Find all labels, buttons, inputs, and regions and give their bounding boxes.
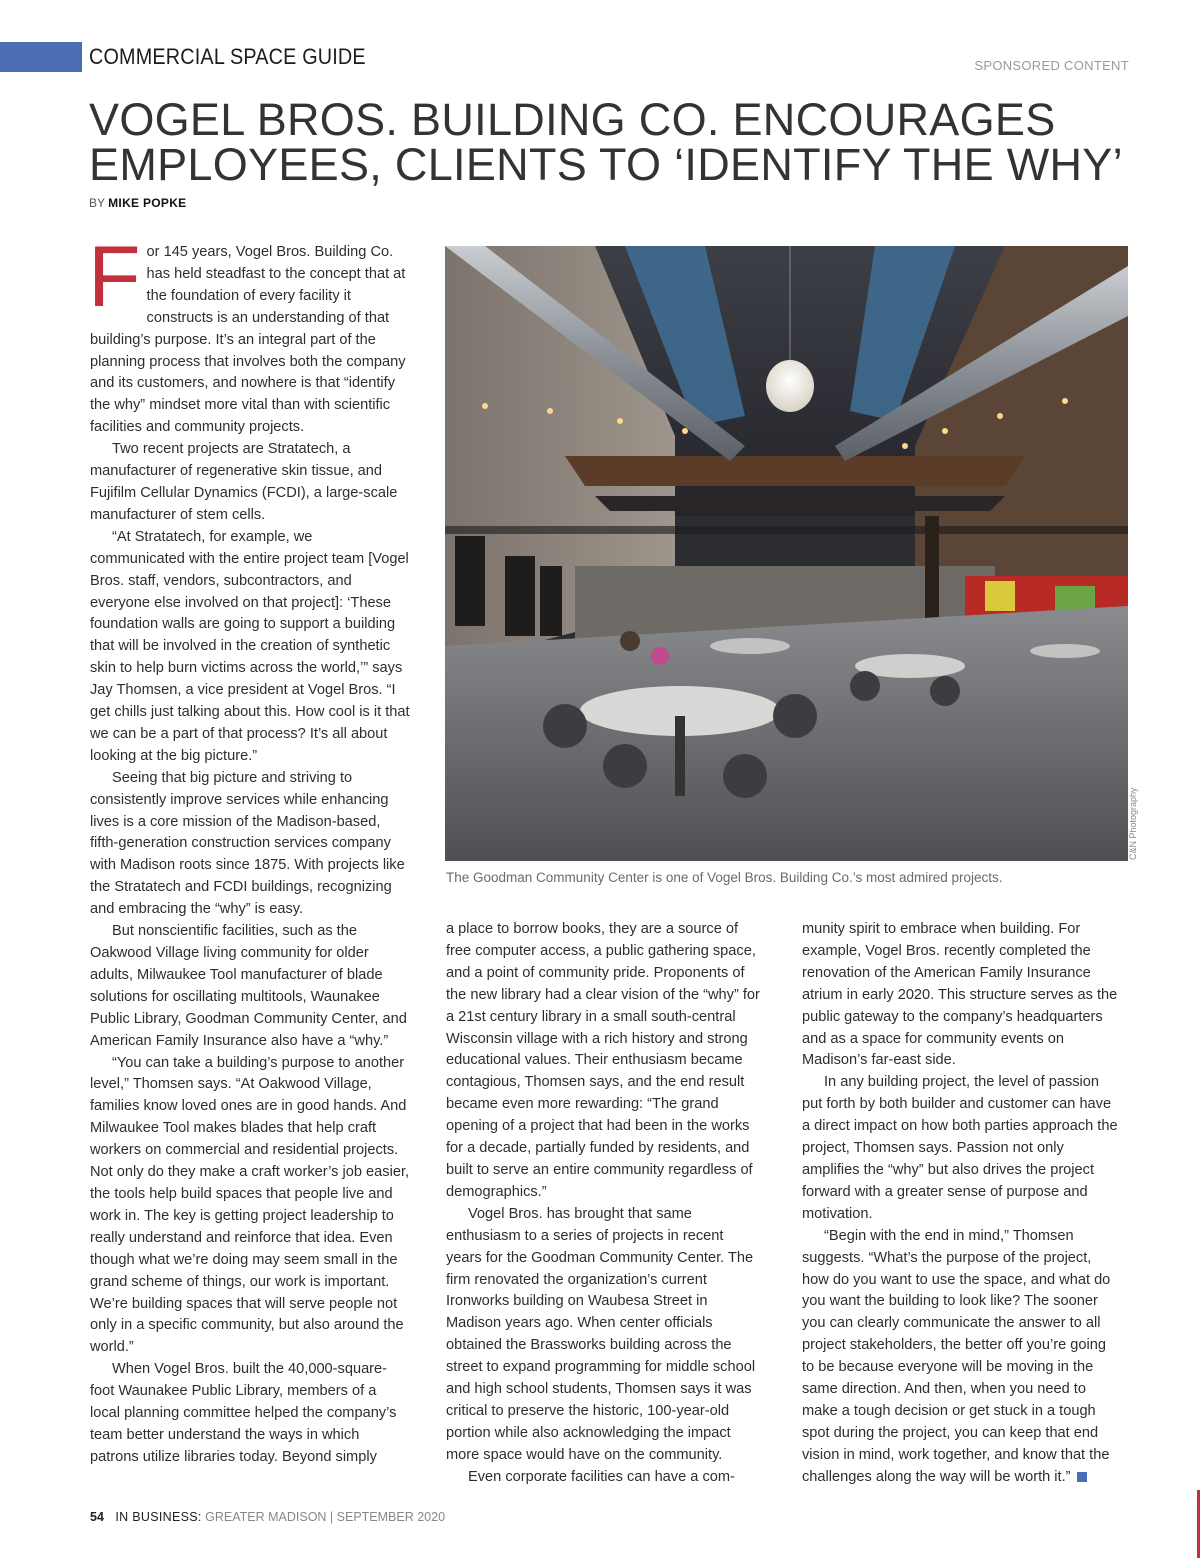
community-center-interior-photo — [445, 246, 1128, 861]
headline-line-2: EMPLOYEES, CLIENTS TO ‘IDENTIFY THE WHY’ — [89, 139, 1123, 190]
byline — [89, 196, 187, 210]
paragraph: When Vogel Bros. built the 40,000-square-foot Waunakee Public Library, members of a local planning committee helped the company’s team better understand the ways in which patrons utilize libraries today. Beyond simply — [90, 1361, 397, 1465]
paragraph — [802, 1226, 1120, 1489]
paragraph: “You can take a building’s purpose to another level,” Thomsen says. “At Oakwood Village, families know loved ones are in good hands. And Milwaukee Tool makes blades that help craft workers on commercial and residential projects. Not only do they make a craft worker’s job easier, the tools help build spaces that people live and work in. The key is getting project leadership to really understand and reinforce that idea. Even though what we’re doing may seem small in the grand scheme of things, our work is important. We’re building spaces that will serve people not only in a specific community, but also around the world.” — [90, 1054, 410, 1356]
paragraph: a place to borrow books, they are a source of free computer access, a public gathering space, and a point of community pride. Proponents of the new library had a clear vision of the “why” for a 21st century library in a small south-central Wisconsin village with a rich history and strong educational values. Their enthusiasm became contagious, Thomsen says, and the end result became even more rewarding: “The grand opening of a project that had been in the works for a decade, partially funded by residents, and built to serve an entire community regardless of demographics.” — [446, 921, 760, 1200]
headline-line-1: VOGEL BROS. BUILDING CO. ENCOURAGES — [89, 94, 1056, 145]
paragraph: Two recent projects are Stratatech, a manufacturer of regenerative skin tissue, and Fujifilm Cellular Dynamics (FCDI), a large-scale manufacturer of stem cells. — [90, 441, 398, 523]
article-column-3 — [802, 919, 1120, 1489]
paragraph-text: “Begin with the end in mind,” Thomsen suggests. “What’s the purpose of the project, how do you want to use the space, and what do you want the building to look like? The sooner you can clearly communicate the answer to all project stakeholders, the better off you’re going to be because everyone will be moving in the same direction. And then, when you need to make a tough decision or get stuck in a tough spot during the project, you can keep that end vision in mind, work together, and know that the challenges along the way will be worth it.” — [802, 1227, 1111, 1485]
article-photo — [445, 246, 1128, 861]
paragraph: Vogel Bros. has brought that same enthusiasm to a series of projects in recent years for the Goodman Community Center. The firm renovated the organization’s current Ironworks building on Waubesa Street in Madison years ago. When center officials obtained the Brassworks building across the street to expand programming for middle school and high school students, Thomsen says it was critical to preserve the historic, 100-year-old portion while also acknowledging the impact more space would have on the community. — [446, 1205, 756, 1463]
paragraph-text: or 145 years, Vogel Bros. Building Co. has held steadfast to the concept that at the foundation of every facility it constructs is an understanding of that building’s purpose. It’s an integral part of the planning process that involves both the company and its customers, and nowhere is that “identify the why” mindset more vital than with scientific facilities and community projects. — [90, 244, 406, 436]
paragraph: But nonscientific facilities, such as the Oakwood Village living community for older adults, Milwaukee Tool manufacturer of blade solutions for oscillating multitools, Waunakee Public Library, Goodman Community Center, and American Family Insurance also have a “why.” — [90, 923, 407, 1049]
paragraph — [88, 229, 410, 439]
article-column-1 — [88, 229, 410, 1469]
paragraph: Even corporate facilities can have a com- — [468, 1468, 735, 1485]
issue-info: GREATER MADISON | SEPTEMBER 2020 — [205, 1510, 446, 1524]
paragraph: “At Stratatech, for example, we communicated with the entire project team [Vogel Bros. staff, vendors, subcontractors, and everyone else involved on that project]: ‘These foundation walls are going to support a building that will be involved in the creation of synthetic skin to help burn victims across the world,’” says Jay Thomsen, a vice president at Vogel Bros. “I get chills just talking about this. How cool is it that we can be a part of that process? It’s all about looking at the big picture.” — [90, 528, 410, 764]
section-tab-marker — [0, 42, 82, 72]
page-number: 54 — [90, 1510, 104, 1524]
article-headline — [89, 94, 1149, 190]
article-column-2 — [446, 919, 763, 1489]
page-footer — [90, 1510, 445, 1524]
author-name: MIKE POPKE — [108, 196, 187, 210]
photo-caption: The Goodman Community Center is one of Vogel Bros. Building Co.’s most admired projects. — [446, 870, 1003, 885]
end-of-article-mark — [1077, 1472, 1087, 1482]
paragraph: Seeing that big picture and striving to consistently improve services while enhancing lives is a core mission of the Madison-based, fifth-generation construction services company with Madison roots since 1875. With projects like the Stratatech and FCDI buildings, recognizing and embracing the “why” is easy. — [90, 769, 405, 918]
paragraph: In any building project, the level of passion put forth by both builder and customer can have a direct impact on how both parties approach the project, Thomsen says. Passion not only amplifies the “why” but also drives the project forward with a greater sense of purpose and motivation. — [802, 1074, 1118, 1222]
paragraph: munity spirit to embrace when building. For example, Vogel Bros. recently completed the renovation of the American Family Insurance atrium in early 2020. This structure serves as the public gateway to the company’s headquarters and as a space for community events on Madison’s far-east side. — [802, 921, 1118, 1069]
sponsored-label: SPONSORED CONTENT — [974, 58, 1129, 73]
dropcap: F — [88, 229, 141, 325]
byline-prefix: BY — [89, 196, 105, 210]
section-label: COMMERCIAL SPACE GUIDE — [89, 44, 366, 69]
magazine-name: IN BUSINESS: — [115, 1510, 202, 1524]
photo-credit: C&N Photography — [1128, 787, 1138, 860]
